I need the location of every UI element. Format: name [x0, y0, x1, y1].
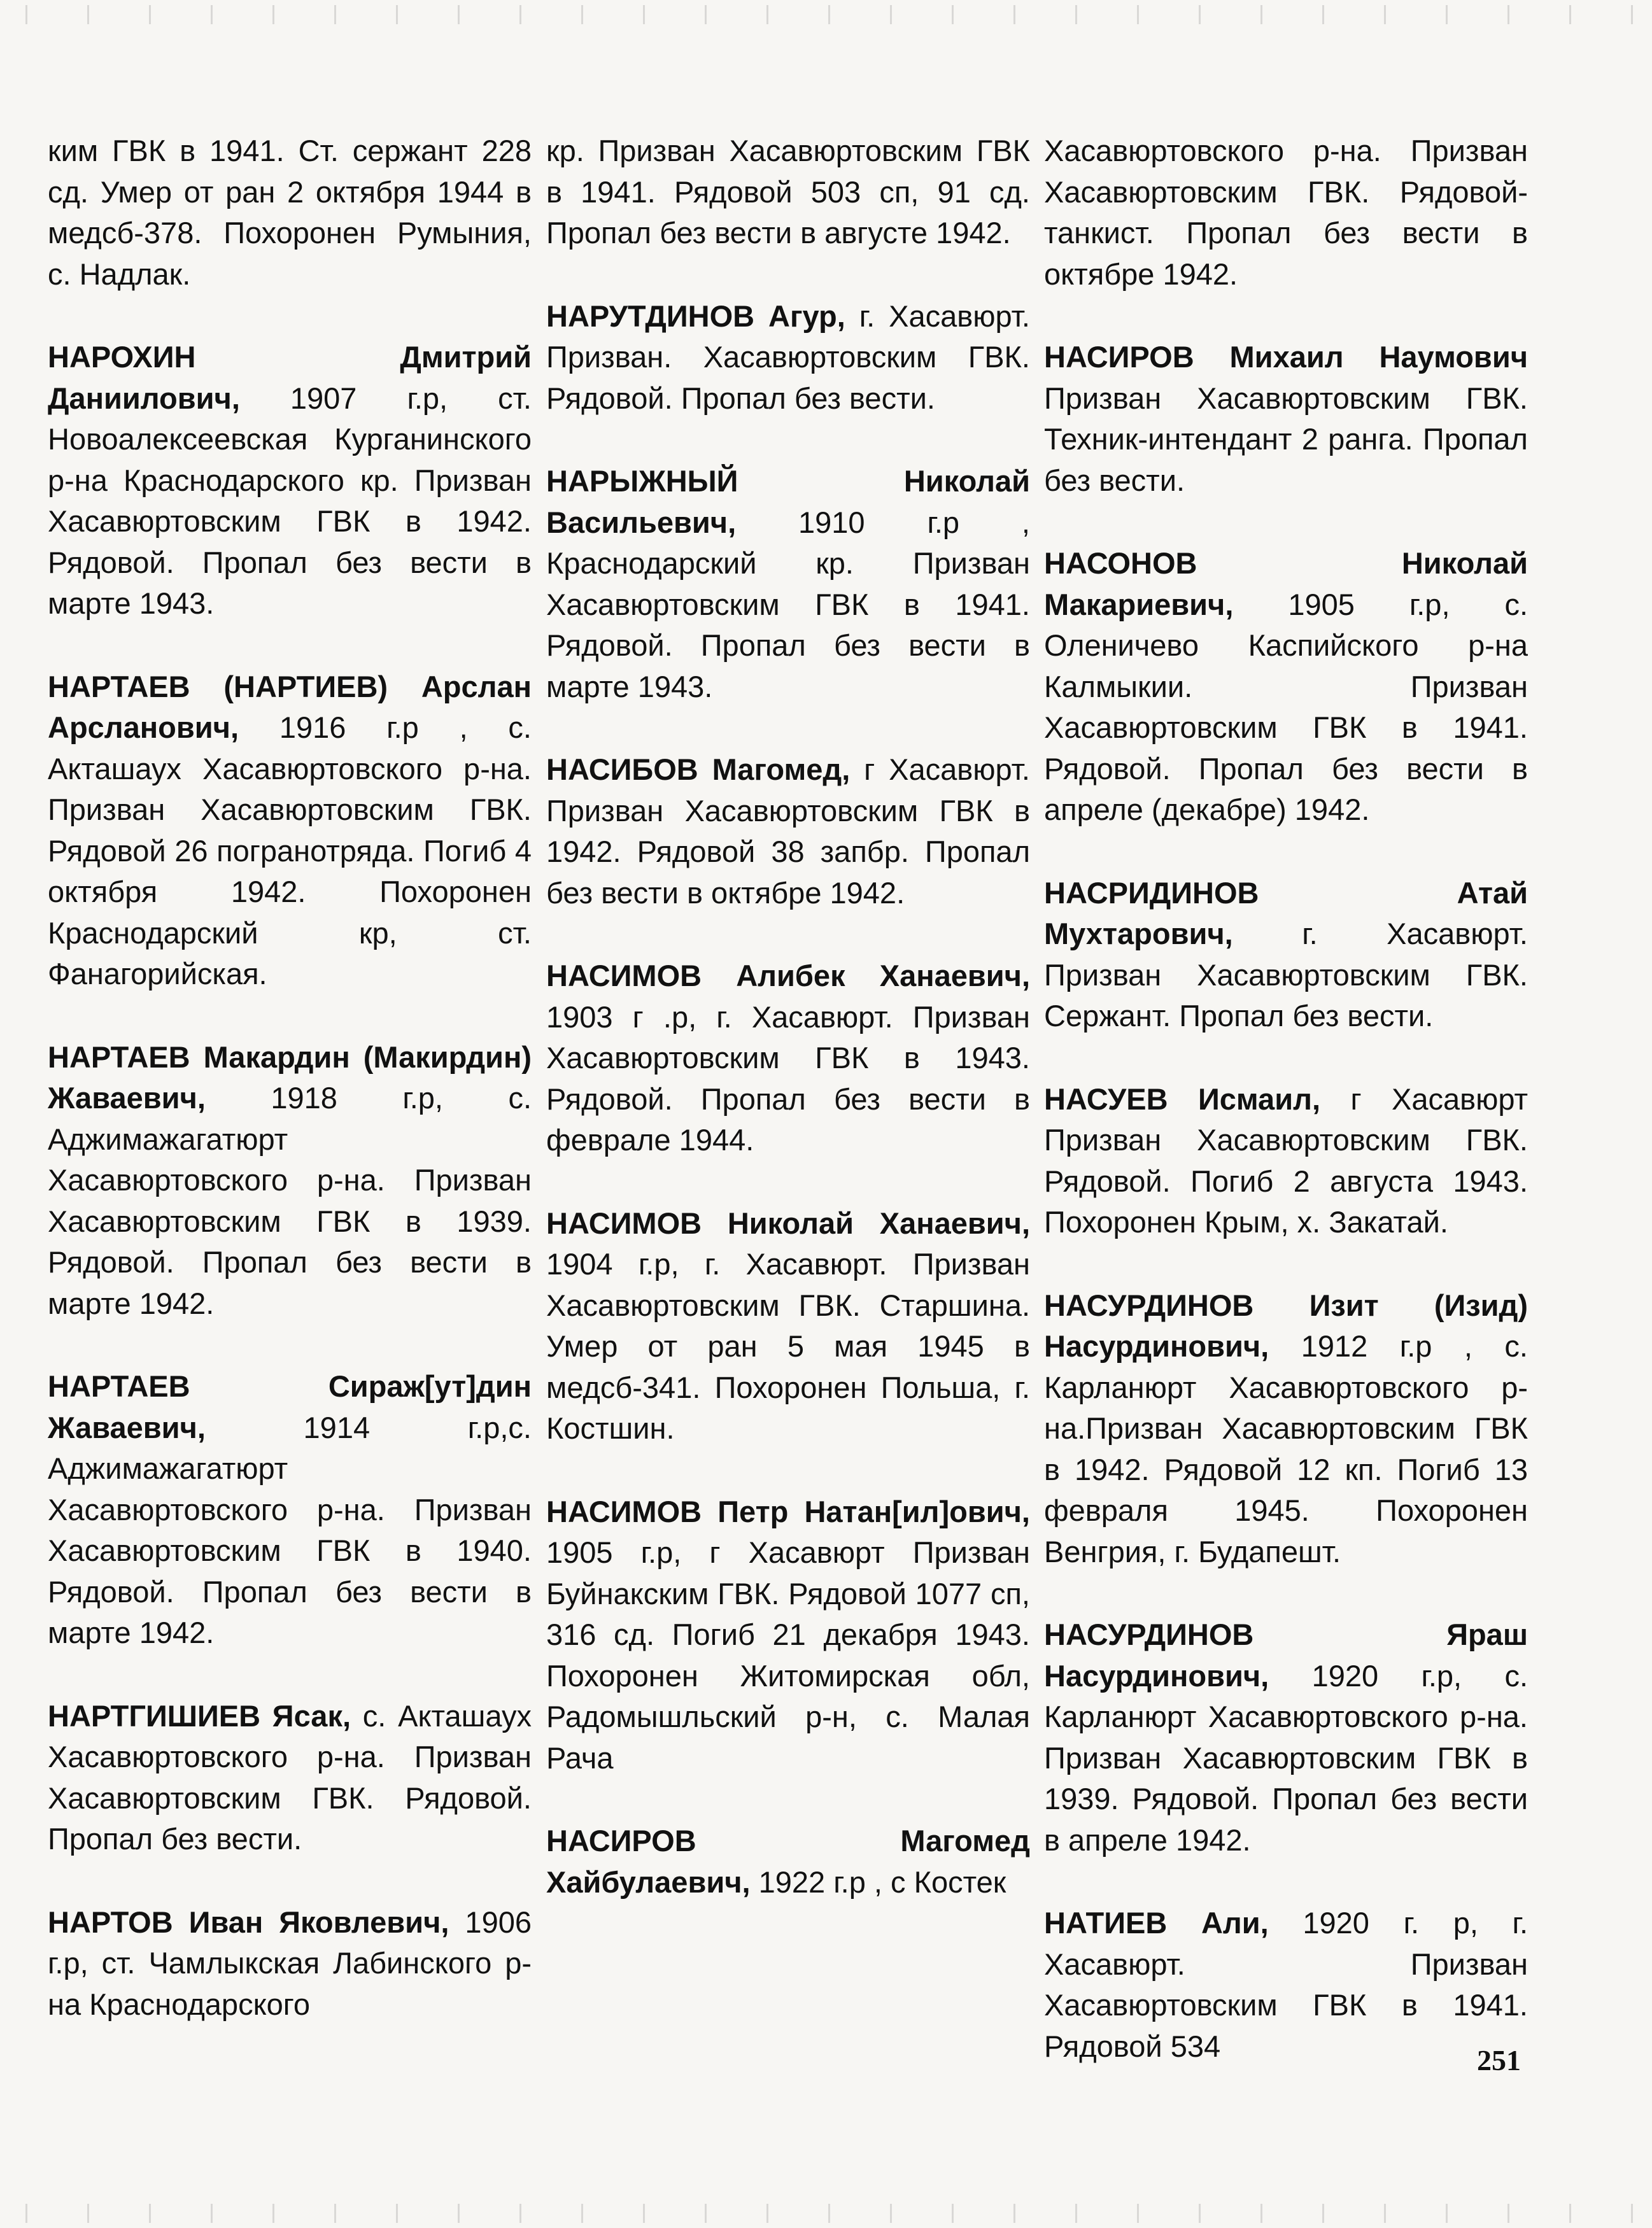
- entry: [48, 666, 532, 995]
- entry-details: 1906 г.р, ст. Чамлыкская Лабинского р-на Краснодарского: [48, 1905, 532, 2021]
- entry-name: НАСОНОВ Николай Макариевич,: [1044, 546, 1528, 621]
- entry-details: 1905 г.р, г Хасавюрт Призван Буйнакским ГВК. Рядовой 1077 сп, 316 сд. Погиб 21 декабря 1943. Похоронен Житомирская обл, Радомышльский р-н, с. Малая Рача: [546, 1535, 1030, 1775]
- entry: [48, 1696, 532, 1860]
- entry-details: г Хасавюрт. Призван Хасавюртовским ГВК в 1942. Рядовой 38 запбр. Пропал без вести в октябре 1942.: [546, 752, 1030, 910]
- entry-name: НАСРИДИНОВ Атай Мухтарович,: [1044, 875, 1528, 950]
- entry-details: 1912 г.р , с. Карланюрт Хасавюртовского р-на.Призван Хасавюртовским ГВК в 1942. Рядовой 12 кп. Погиб 13 февраля 1945. Похоронен Венгрия, г. Будапешт.: [1044, 1329, 1528, 1569]
- entry: [1044, 1079, 1528, 1243]
- entry-details: 1918 г.р, с. Аджимажагатюрт Хасавюртовского р-на. Призван Хасавюртовским ГВК в 1939. Рядовой. Пропал без вести в марте 1942.: [48, 1081, 532, 1320]
- entry: [546, 955, 1030, 1161]
- entry-details: г Хасавюрт Призван Хасавюртовским ГВК. Рядовой. Погиб 2 августа 1943. Похоронен Крым, х. Закатай.: [1044, 1082, 1528, 1239]
- entry-details: 1907 г.р, ст. Новоалексеевская Курганинского р-на Краснодарского кр. Призван Хасавюртовским ГВК в 1942. Рядовой. Пропал без вести в марте 1943.: [48, 381, 532, 620]
- entry-details: 1914 г.р,с. Аджимажагатюрт Хасавюртовского р-на. Призван Хасавюртовским ГВК в 1940. Рядовой. Пропал без вести в марте 1942.: [48, 1410, 532, 1649]
- entry: [1044, 1903, 1528, 2067]
- entry-name: НАСИРОВ Магомед Хайбулаевич,: [546, 1824, 1030, 1899]
- entry-name: НАРТАЕВ (НАРТИЕВ) Арслан Арсланович,: [48, 669, 532, 744]
- entry-name: НАРТАЕВ Сираж[ут]дин Жаваевич,: [48, 1369, 532, 1444]
- entry: [546, 749, 1030, 913]
- entry: [546, 130, 1030, 254]
- entry-name: НАРТГИШИЕВ Ясак,: [48, 1698, 351, 1733]
- entry-details: г. Хасавюрт. Призван Хасавюртовским ГВК. Сержант. Пропал без вести.: [1044, 917, 1528, 1033]
- entry: [1044, 337, 1528, 501]
- entry-details: 1916 г.р , с. Акташаух Хасавюртовского р-на. Призван Хасавюртовским ГВК. Рядовой 26 погранотряда. Погиб 4 октября 1942. Похоронен Краснодарский кр, ст. Фанагорийская.: [48, 710, 532, 991]
- page-number: 251: [1477, 2044, 1521, 2076]
- entry-details: г. Хасавюрт. Призван. Хасавюртовским ГВК. Рядовой. Пропал без вести.: [546, 299, 1030, 415]
- entry-name: НАСИМОВ Николай Ханаевич,: [546, 1206, 1030, 1240]
- entry-details: 1905 г.р, с. Оленичево Каспийского р-на Калмыкии. Призван Хасавюртовским ГВК в 1941. Рядовой. Пропал без вести в апреле (декабре) 1942.: [1044, 587, 1528, 826]
- entry-details: кр. Призван Хасавюртовским ГВК в 1941. Рядовой 503 сп, 91 сд. Пропал без вести в августе 1942.: [546, 134, 1030, 250]
- entry: [1044, 543, 1528, 831]
- entry-details: Призван Хасавюртовским ГВК. Техник-интендант 2 ранга. Пропал без вести.: [1044, 381, 1528, 497]
- column-2: [546, 130, 1030, 1945]
- entry: [48, 1037, 532, 1325]
- entry: [1044, 1614, 1528, 1861]
- entry-name: НАТИЕВ Али,: [1044, 1906, 1269, 1940]
- entry: [546, 1821, 1030, 1903]
- entry-name: НАРОХИН Дмитрий Даниилович,: [48, 340, 532, 415]
- entry-name: НАСУРДИНОВ Яраш Насурдинович,: [1044, 1618, 1528, 1693]
- column-1: [48, 130, 532, 2067]
- entry-name: НАСИБОВ Магомед,: [546, 752, 851, 786]
- entry-name: НАРЫЖНЫЙ Николай Васильевич,: [546, 464, 1030, 539]
- entry: [48, 1366, 532, 1654]
- entry-name: НАСИМОВ Петр Натан[ил]ович,: [546, 1494, 1030, 1528]
- entry-details: 1910 г.р , Краснодарский кр. Призван Хасавюртовским ГВК в 1941. Рядовой. Пропал без вести в марте 1943.: [546, 505, 1030, 703]
- entry-details: 1903 г .р, г. Хасавюрт. Призван Хасавюртовским ГВК в 1943. Рядовой. Пропал без вести в феврале 1944.: [546, 999, 1030, 1157]
- scan-noise-top: [0, 5, 1652, 24]
- entry-name: НАСИМОВ Алибек Ханаевич,: [546, 959, 1030, 992]
- entry-details: с. Акташаух Хасавюртовского р-на. Призван Хасавюртовским ГВК. Рядовой. Пропал без вести.: [48, 1698, 532, 1856]
- entry-name: НАРТОВ Иван Яковлевич,: [48, 1905, 449, 1939]
- entry-name: НАСИРОВ Михаил Наумович: [1044, 340, 1528, 374]
- entry-name: НАСУРДИНОВ Изит (Изид) Насурдинович,: [1044, 1288, 1528, 1363]
- entry: [546, 1203, 1030, 1449]
- entry-details: Хасавюртовского р-на. Призван Хасавюртовским ГВК. Рядовой-танкист. Пропал без вести в октябре 1942.: [1044, 134, 1528, 291]
- entry-name: НАСУЕВ Исмаил,: [1044, 1082, 1321, 1116]
- entry-details: 1920 г.р, с. Карланюрт Хасавюртовского р-на. Призван Хасавюртовским ГВК в 1939. Рядовой. Пропал без вести в апреле 1942.: [1044, 1658, 1528, 1857]
- entry: [48, 337, 532, 624]
- entry-details: 1920 г. р, г. Хасавюрт. Призван Хасавюртовским ГВК в 1941. Рядовой 534: [1044, 1906, 1528, 2063]
- entry: [1044, 873, 1528, 1037]
- entry: [1044, 130, 1528, 295]
- entry-details: 1922 г.р , с Костек: [750, 1865, 1006, 1899]
- entry: [48, 130, 532, 295]
- entry-name: НАРТАЕВ Макардин (Макирдин) Жаваевич,: [48, 1040, 532, 1115]
- entry: [546, 1491, 1030, 1779]
- entry: [48, 1902, 532, 2026]
- entry: [546, 296, 1030, 420]
- entry: [546, 461, 1030, 707]
- entry-name: НАРУТДИНОВ Агур,: [546, 299, 845, 333]
- entry-details: 1904 г.р, г. Хасавюрт. Призван Хасавюртовским ГВК. Старшина. Умер от ран 5 мая 1945 в медсб-341. Похоронен Польша, г. Костшин.: [546, 1247, 1030, 1445]
- column-3: [1044, 130, 1528, 2109]
- entry-details: ким ГВК в 1941. Ст. сержант 228 сд. Умер от ран 2 октября 1944 в медсб-378. Похоронен Румыния, с. Надлак.: [48, 134, 532, 291]
- scan-noise-bottom: [0, 2204, 1652, 2223]
- entry: [1044, 1285, 1528, 1573]
